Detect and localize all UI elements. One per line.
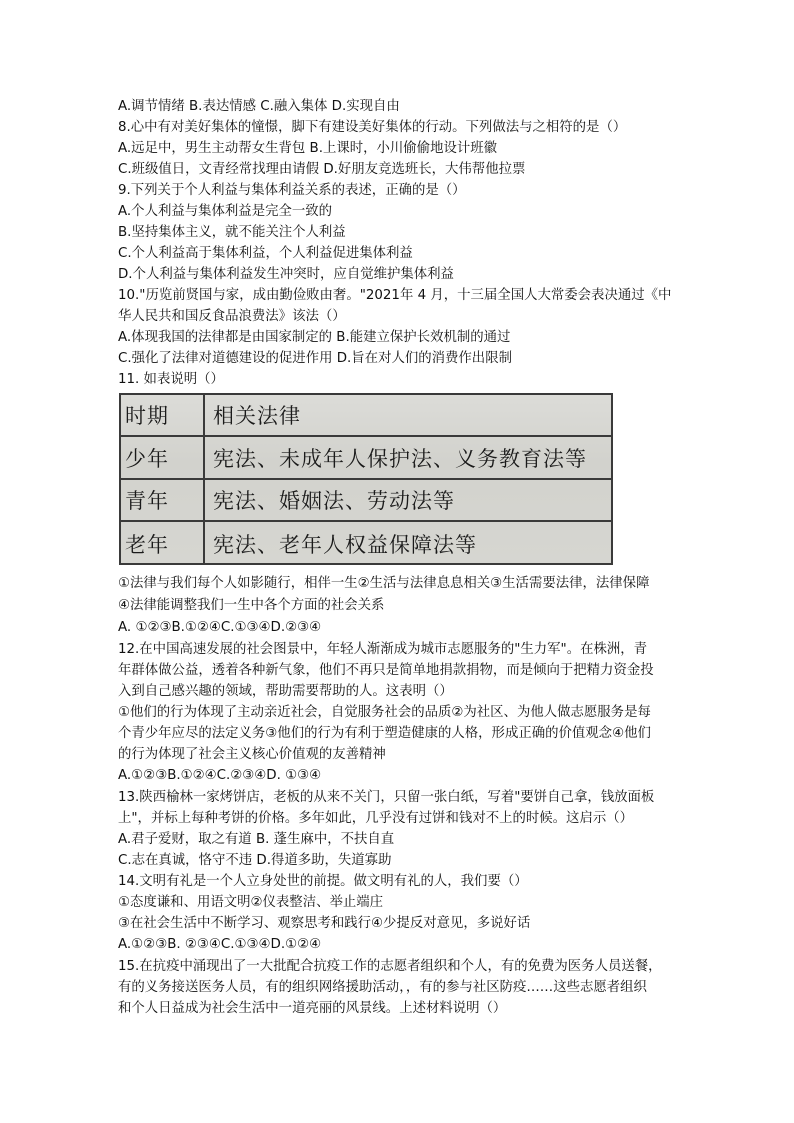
q9-option-b: B.坚持集体主义，就不能关注个人利益 [118, 225, 346, 240]
q13-stem-line2: 上"，并标上每种考饼的价格。多年如此，几乎没有过饼和钱对不上的时候。这启示（） [118, 811, 633, 826]
q11-stem: 11. 如表说明（） [118, 372, 224, 387]
q14-stem: 14.文明有礼是一个人立身处世的前提。做文明有礼的人，我们要（） [118, 874, 528, 889]
q10-stem-line2: 华人民共和国反食品浪费法》该法（） [118, 309, 346, 324]
q7-options: A.调节情绪 B.表达情感 C.融入集体 D.实现自由 [118, 99, 400, 114]
q9-stem: 9.下列关于个人利益与集体利益关系的表述，正确的是（） [118, 183, 466, 198]
q12-stem-line3: 入到自己感兴趣的领域，帮助需要帮助的人。这表明（） [118, 684, 453, 699]
q14-options: A.①②③B. ②③④C.①③④D.①②④ [118, 937, 322, 952]
table-row [121, 437, 611, 480]
table-header-period: 时期 [121, 395, 205, 435]
q13-options-ab: A.君子爱财，取之有道 B. 蓬生麻中，不扶自直 [118, 832, 395, 847]
q15-stem-line1: 15.在抗疫中涌现出了一大批配合抗疫工作的志愿者组织和个人，有的免费为医务人员送餐， [118, 959, 662, 974]
q10-options-ab: A.体现我国的法律都是由国家制定的 B.能建立保护长效机制的通过 [118, 330, 511, 345]
table-cell-laws: 宪法、婚姻法、劳动法等 [213, 489, 455, 513]
q8-stem: 8.心中有对美好集体的憧憬，脚下有建设美好集体的行动。下列做法与之相符的是（） [118, 120, 627, 135]
q10-options-cd: C.强化了法律对道德建设的促进作用 D.旨在对人们的消费作出限制 [118, 351, 512, 366]
table-cell-period: 少年 [121, 437, 205, 478]
table-row [121, 522, 611, 565]
q15-stem-line3: 和个人日益成为社会生活中一道亮丽的风景线。上述材料说明（） [118, 1001, 507, 1016]
q11-statements-line1: ①法律与我们每个人如影随行，相伴一生②生活与法律息息相关③生活需要法律，法律保障 [118, 576, 650, 591]
q14-statements-line1: ①态度谦和、用语文明②仪表整洁、举止端庄 [118, 895, 384, 910]
table-cell-laws: 宪法、未成年人保护法、义务教育法等 [213, 446, 587, 471]
q15-stem-line2: 有的义务接送医务人员，有的组织网络援助活动，，有的参与社区防疫……这些志愿者组织 [118, 980, 647, 995]
q13-stem-line1: 13.陕西榆林一家烤饼店，老板的从来不关门，只留一张白纸，写着"要饼自己拿，钱放面板 [118, 790, 655, 805]
q11-options: A. ①②③B.①②④C.①③④D.②③④ [118, 620, 322, 635]
q13-options-cd: C.志在真诚，恪守不违 D.得道多助，失道寡助 [118, 853, 392, 868]
q12-stem-line2: 年群体做公益，透着各种新气象，他们不再只是简单地捐款捐物，而是倾向于把精力资金投 [118, 663, 654, 678]
table-cell-period: 老年 [121, 522, 205, 565]
q12-statements-line1: ①他们的行为体现了主动亲近社会，自觉服务社会的品质②为社区、为他人做志愿服务是每 [118, 705, 651, 720]
table-header-row [121, 395, 611, 437]
table-cell-laws: 宪法、老年人权益保障法等 [213, 532, 477, 557]
q10-stem-line1: 10."历览前贤国与家，成由勤俭败由奢。"2021年 4 月，十三届全国人大常委会表决通过《中 [118, 288, 672, 303]
table-cell-period: 青年 [121, 480, 205, 520]
q8-options-ab: A.远足中，男生主动帮女生背包 B.上课时，小川偷偷地设计班徽 [118, 141, 498, 156]
q9-option-d: D.个人利益与集体利益发生冲突时，应自觉维护集体利益 [118, 267, 454, 282]
q14-statements-line2: ③在社会生活中不断学习、观察思考和践行④少提反对意见，多说好话 [118, 916, 531, 931]
q12-options: A.①②③B.①②④C.②③④D. ①③④ [118, 768, 322, 783]
q11-statements-line2: ④法律能调整我们一生中各个方面的社会关系 [118, 598, 385, 613]
q8-options-cd: C.班级值日，文青经常找理由请假 D.好朋友竞选班长，大伟帮他拉票 [118, 162, 526, 177]
q12-stem-line1: 12.在中国高速发展的社会图景中，年轻人渐渐成为城市志愿服务的"生力军"。在株洲，青 [118, 642, 648, 657]
q9-option-c: C.个人利益高于集体利益，个人利益促进集体利益 [118, 246, 413, 261]
table-row [121, 480, 611, 522]
table-header-laws: 相关法律 [213, 404, 301, 428]
q9-option-a: A.个人利益与集体利益是完全一致的 [118, 204, 333, 219]
law-table-image [119, 393, 613, 565]
q12-statements-line2: 个青少年应尽的法定义务③他们的行为有利于塑造健康的人格，形成正确的价值观念④他们 [118, 726, 651, 741]
q12-statements-line3: 的行为体现了社会主义核心价值观的友善精神 [118, 747, 386, 762]
